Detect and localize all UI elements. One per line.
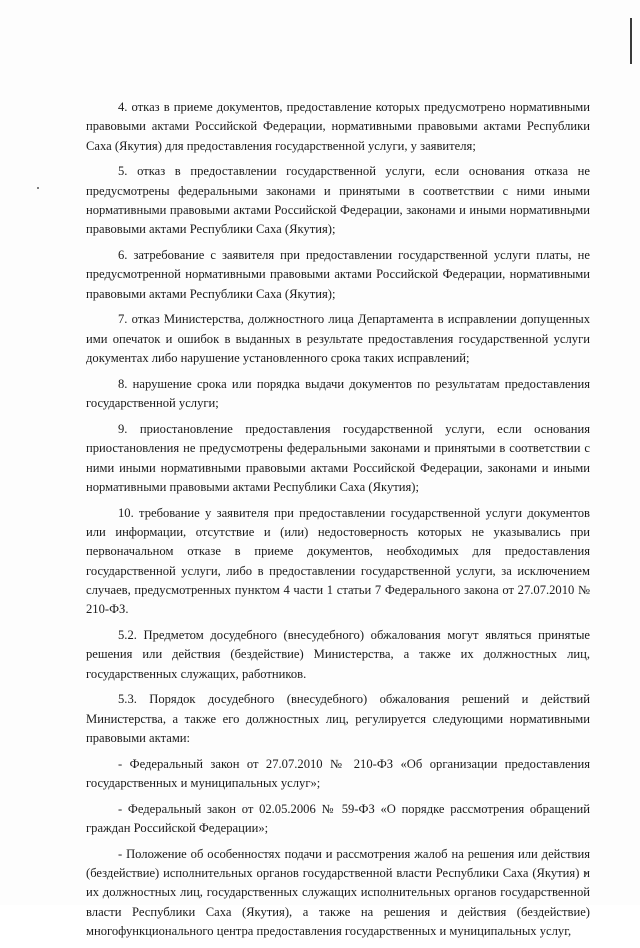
document-body bbox=[86, 98, 590, 948]
paragraph-item-5: 5. отказ в предоставлении государственной услуги, если основания отказа не предусмотрены федеральными законами и принятыми в соответствии с ними иными нормативными правовыми актами Российской Федерации, законами и иными нормативными правовыми актами Республики Саха (Якутия); bbox=[86, 164, 590, 237]
paragraph-item-6: 6. затребование с заявителя при предоставлении государственной услуги платы, не предусмотренной нормативными правовыми актами Российской Федерации, нормативными правовыми актами Республики Саха (Якутия); bbox=[86, 248, 590, 301]
paragraph-item-9: 9. приостановление предоставления государственной услуги, если основания приостановления не предусмотрены федеральными законами и принятыми в соответствии с ними иными нормативными правовыми актами Российской Федерации, законами и иными нормативными правовыми актами Республики Саха (Якутия); bbox=[86, 421, 590, 494]
paragraph-item-7: 7. отказ Министерства, должностного лица Департамента в исправлении допущенных ими опечаток и ошибок в выданных в результате предоставления государственной услуги документах либо нарушение установленного срока таких исправлений; bbox=[86, 312, 590, 366]
scan-edge-mark bbox=[630, 18, 632, 64]
paragraph-regulation: - Положение об особенностях подачи и рассмотрения жалоб на решения или действия (бездействие) исполнительных органов государственной власти Республики Саха (Якутия) и их должностных лиц, государственных служащих исполнительных органов государственной власти Республики Саха (Якутия), а также на решения и действия (бездействие) многофункционального центра предоставления государственных и муниципальных услуг, bbox=[86, 846, 590, 939]
paragraph-law-59: - Федеральный закон от 02.05.2006 № 59-ФЗ «О порядке рассмотрения обращений граждан Российской Федерации»; bbox=[86, 801, 590, 836]
paragraph-law-210: - Федеральный закон от 27.07.2010 № 210-ФЗ «Об организации предоставления государственных и муниципальных услуг»; bbox=[86, 756, 590, 790]
paragraph-item-10: 10. требование у заявителя при предоставлении государственной услуги документов или информации, отсутствие и (или) недостоверность которых не указывались при первоначальном отказе в приеме документов, необходимых для предоставления государственной услуги, либо в предоставлении государственной услуги, за исключением случаев, предусмотренных пунктом 4 части 1 статьи 7 Федерального закона от 27.07.2010 № 210-ФЗ. bbox=[86, 505, 590, 617]
paragraph-section-5-2: 5.2. Предметом досудебного (внесудебного) обжалования могут являться принятые решения или действия (бездействие) Министерства, а также их должностных лиц, государственных служащих, работников. bbox=[86, 627, 590, 681]
paragraph-item-8: 8. нарушение срока или порядка выдачи документов по результатам предоставления государственной услуги; bbox=[86, 376, 590, 411]
paragraph-item-4: 4. отказ в приеме документов, предоставление которых предусмотрено нормативными правовыми актами Российской Федерации, нормативными правовыми актами Республики Саха (Якутия) для предоставления государственной услуги, у заявителя; bbox=[86, 100, 590, 153]
scan-speck bbox=[37, 187, 39, 189]
paragraph-section-5-3: 5.3. Порядок досудебного (внесудебного) обжалования решений и действий Министерства, а также его должностных лиц, регулируется следующими нормативными правовыми актами: bbox=[86, 692, 590, 745]
